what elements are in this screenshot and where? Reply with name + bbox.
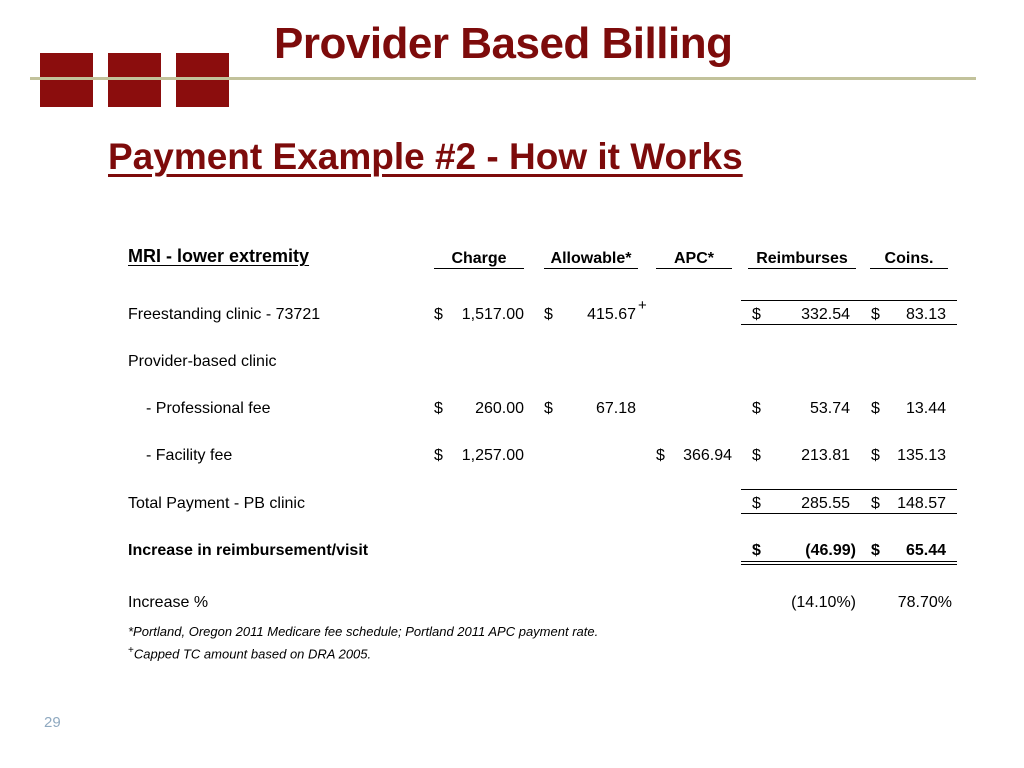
coins-value: 65.44 bbox=[905, 542, 946, 559]
coins-value: 148.57 bbox=[897, 495, 946, 512]
coins-dollar: $ bbox=[871, 495, 880, 512]
footnote-capped-text: Capped TC amount based on DRA 2005. bbox=[133, 646, 372, 662]
row-label-freestanding: Freestanding clinic - 73721 bbox=[128, 306, 321, 323]
header-underline-allowable bbox=[544, 268, 638, 269]
rule-above-total bbox=[741, 489, 957, 490]
coins-dollar: $ bbox=[871, 306, 880, 323]
reimburses-dollar: $ bbox=[752, 306, 761, 323]
header-allowable: Allowable* bbox=[550, 250, 632, 267]
double-rule-bottom bbox=[741, 564, 957, 565]
header-reimburses: Reimburses bbox=[756, 250, 848, 267]
row-label-facility: - Facility fee bbox=[146, 447, 233, 464]
coins-value: 83.13 bbox=[905, 306, 946, 323]
coins-value: 135.13 bbox=[897, 447, 946, 464]
rule-below-total bbox=[741, 513, 957, 514]
header-underline-reimburses bbox=[748, 268, 856, 269]
footnote-capped-mark: + bbox=[128, 645, 134, 656]
allowable-value: 67.18 bbox=[595, 400, 636, 417]
charge-value: 1,517.00 bbox=[461, 306, 524, 323]
coins-dollar: $ bbox=[871, 400, 880, 417]
allowable-dollar: $ bbox=[544, 400, 553, 417]
charge-dollar: $ bbox=[434, 447, 443, 464]
allowable-dollar: $ bbox=[544, 306, 553, 323]
row-label-increase-pct: Increase % bbox=[128, 594, 209, 611]
rule-above-freestanding bbox=[741, 300, 957, 301]
footnote-fee-schedule: *Portland, Oregon 2011 Medicare fee schedule; Portland 2011 APC payment rate. bbox=[128, 624, 599, 639]
page-number: 29 bbox=[44, 714, 61, 731]
charge-dollar: $ bbox=[434, 400, 443, 417]
coins-dollar: $ bbox=[871, 447, 880, 464]
double-rule-top bbox=[741, 561, 957, 562]
section-label: MRI - lower extremity bbox=[128, 246, 310, 266]
header-coins: Coins. bbox=[884, 250, 934, 267]
reimburses-value: 285.55 bbox=[801, 495, 850, 512]
reimburses-dollar: $ bbox=[752, 447, 761, 464]
reimburses-value: 332.54 bbox=[801, 306, 850, 323]
row-label-provider-based: Provider-based clinic bbox=[128, 353, 277, 370]
charge-value: 1,257.00 bbox=[461, 447, 524, 464]
header-underline-coins bbox=[870, 268, 948, 269]
decor-square-2 bbox=[108, 53, 161, 107]
apc-value: 366.94 bbox=[683, 447, 732, 464]
reimburses-value: 53.74 bbox=[809, 400, 850, 417]
capped-mark: + bbox=[638, 297, 647, 314]
allowable-value: 415.67 bbox=[587, 306, 636, 323]
coins-dollar: $ bbox=[871, 542, 880, 559]
coins-value: 13.44 bbox=[905, 400, 946, 417]
coins-pct: 78.70% bbox=[897, 594, 952, 611]
apc-dollar: $ bbox=[656, 447, 665, 464]
reimburses-value: 213.81 bbox=[801, 447, 850, 464]
row-label-professional: - Professional fee bbox=[146, 400, 271, 417]
decor-square-3 bbox=[176, 53, 229, 107]
header-underline-charge bbox=[434, 268, 524, 269]
row-label-increase: Increase in reimbursement/visit bbox=[128, 542, 369, 559]
reimburses-dollar: $ bbox=[752, 542, 761, 559]
reimburses-value: (46.99) bbox=[805, 542, 856, 559]
charge-value: 260.00 bbox=[475, 400, 524, 417]
header-charge: Charge bbox=[451, 250, 507, 267]
reimburses-dollar: $ bbox=[752, 400, 761, 417]
reimburses-dollar: $ bbox=[752, 495, 761, 512]
row-label-total: Total Payment - PB clinic bbox=[128, 495, 305, 512]
slide-title: Provider Based Billing bbox=[274, 19, 733, 68]
reimburses-pct: (14.10%) bbox=[791, 594, 856, 611]
rule-below-freestanding bbox=[741, 324, 957, 325]
footnote-capped bbox=[128, 645, 371, 661]
charge-dollar: $ bbox=[434, 306, 443, 323]
decor-square-1 bbox=[40, 53, 93, 107]
header-rule bbox=[30, 77, 976, 80]
header-apc: APC* bbox=[673, 250, 714, 267]
slide-subtitle: Payment Example #2 - How it Works bbox=[108, 136, 743, 177]
header-underline-apc bbox=[656, 268, 732, 269]
